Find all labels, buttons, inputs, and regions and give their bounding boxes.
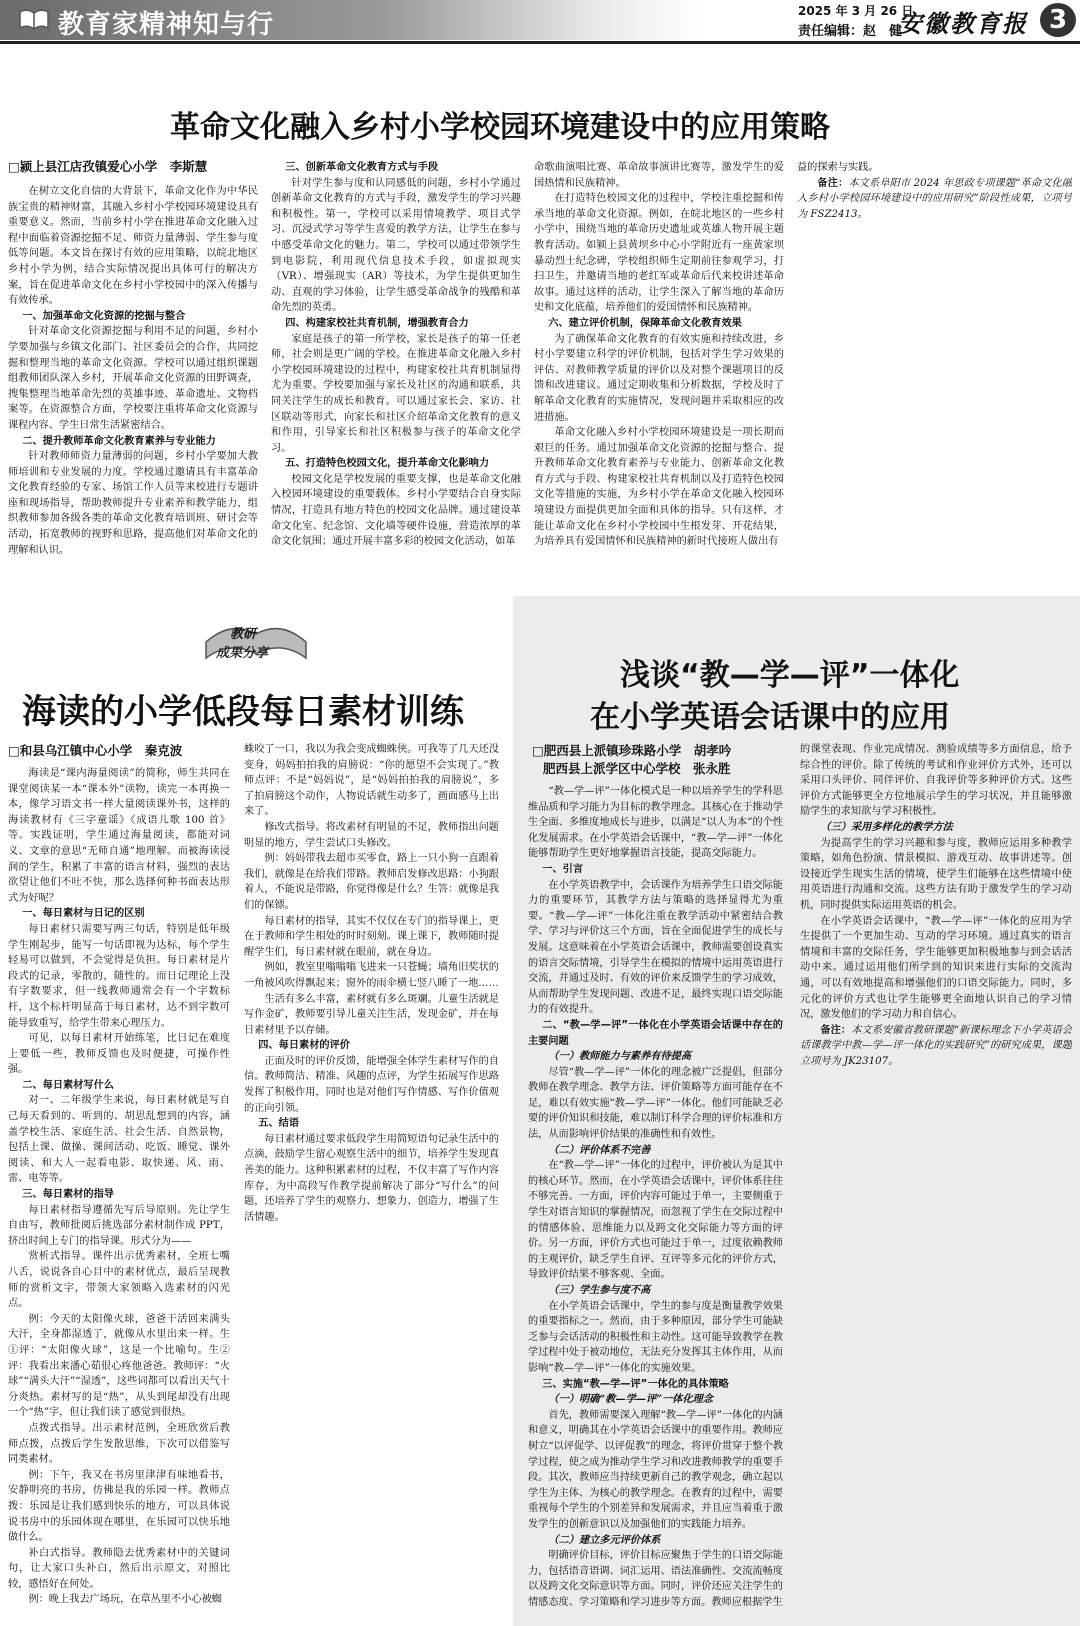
paragraph-text: 在小学英语会话课中，学生的参与度是衡量教学效果的重要指标之一。然而，由于多种原因，部分学生可能缺乏参与会话活动的积极性和主动性。这可能导致教学在教学过程中处于被动地位，无法充分发挥其主体作用，从而影响“教—学—评”一体化的实施效果。 — [528, 1300, 783, 1374]
paragraph-text: 蛛咬了一口，我以为我会变成蜘蛛侠。可我等了几天还没变身，妈妈拍拍我的肩膀说：“你的愿望不会实现了。”教师点评：不是“妈妈说”，是“妈妈拍拍我的肩膀说”，多了拍肩膀这个动作，人物说话就生动多了，画面感马上出来了。 — [244, 744, 499, 818]
section-heading — [8, 1187, 230, 1203]
article1-byline: □颍上县江店孜镇爱心小学 李斯慧 — [8, 159, 208, 174]
article3-column-2 — [800, 742, 1072, 1622]
article3-byline-1: □肥西县上派镇珍珠路小学 胡孝吟 — [532, 743, 732, 758]
body-paragraph — [271, 176, 521, 316]
paragraph-text: 四、每日素材的评价 — [258, 1040, 350, 1052]
issue-date: 2025 年 3 月 26 日 — [798, 4, 914, 18]
body-paragraph — [8, 1546, 230, 1593]
body-paragraph — [8, 1249, 230, 1311]
paragraph-text: 海读是“课内海量阅读”的简称，师生共同在课堂阅读某一本“课本外”读物，读完一本再换一本，像学习语文书一样大量阅读课外书，这样的海读教材有《三字童谣》《成语儿歌 100 首》等。实践证明，学生通过海量阅读，都能对词义、文章的意思“无师自通”地理解。而被海读浸润的学生，积累了丰富的语言材料，强烈的表达欲望让他们不吐不快，那么选择何种书面表达形式为好呢？ — [8, 768, 230, 904]
paragraph-text: 赏析式指导。课件出示优秀素材，全班七嘴八舌，说说各自心目中的素材优点，最后呈现教师的赏析文字，带领大家领略入选素材的闪光点。 — [8, 1251, 230, 1310]
article1-column-4 — [797, 160, 1072, 558]
body-paragraph — [244, 820, 499, 851]
body-paragraph — [528, 1299, 783, 1377]
paragraph-text: 针对学生参与度和认同感低的问题，乡村小学通过创新革命文化教育的方式与手段，激发学生的学习兴趣和积极性。第一，学校可以采用情境教学、项目式学习、沉浸式学习等学生喜爱的教学方法，让学生在参与中感受革命文化的魅力。第二，学校可以通过带领学生到电影院，利用现代信息技术手段，如虚拟现实（VR）、增强现实（AR）等技术，为学生提供更加生动、直观的学习体验，让学生感受革命战争的残酷和革命先烈的英勇。 — [271, 177, 521, 314]
paragraph-text: 二、每日素材写什么 — [22, 1079, 114, 1091]
paragraph-text: 明确评价目标，评价目标应聚焦于学生的口语交际能力，包括语音语调、词汇运用、语法准确性、交流流畅度以及跨文化交际意识等方面。同时，评价还应关注学生的情感态度、学习策略和学习进步等方面。教师应根据学生 — [528, 1550, 783, 1608]
paragraph-text: 家庭是孩子的第一所学校，家长是孩子的第一任老师，社会则是更广阔的学校。在推进革命文化融入乡村小学校园环境建设的过程中，构建家校社共育机制显得尤为重要。学校要加强与家长及社区的沟通和联系，共同关注学生的成长和教育。可以通过家长会、家访、社区联动等形式，向家长和社区介绍革命文化教育的意义和作用，引导家长和社区积极参与孩子的革命文化学习。 — [271, 333, 521, 454]
section-heading — [528, 1392, 783, 1408]
body-paragraph — [528, 1548, 783, 1610]
paragraph-text: 针对教师师资力量薄弱的问题，乡村小学要加大教师培训和专业发展的力度。学校通过邀请具有丰富革命文化教育经验的专家、场馆工作人员等来校进行专题讲座和现场指导，帮助教师提升专业素养和教学能力，组织教师参加各级各类的革命文化教育培训班、研讨会等活动，拓宽教师的视野和思路，提高他们对革命文化的理解和认识。 — [8, 451, 258, 556]
paragraph-text: 五、结语 — [258, 1118, 300, 1130]
paragraph-text: 生活有多么丰富，素材就有多么斑斓。儿童生活就是写作金矿，教师要引导儿童关注生活，发现金矿，并在每日素材里予以存储。 — [244, 993, 499, 1036]
article2-column-1 — [8, 766, 230, 1622]
body-paragraph — [8, 1592, 230, 1608]
article1-column-3 — [534, 160, 784, 558]
body-paragraph — [8, 1421, 230, 1468]
body-paragraph — [8, 1312, 230, 1421]
body-paragraph — [528, 1065, 783, 1143]
paragraph-text: 首先，教师需要深入理解“教—学—评”一体化的内涵和意义，明确其在小学英语会话课中的重要作用。教师应树立“以评促学、以评促教”的理念，将评价贯穿于整个教学过程，使之成为推动学生学习和改进教师教学的重要手段。其次，教师应当持续更新自己的教学观念，确立起以学生为主体、为核心的教学理念。在教育的过程中，需要重视每个学生的个别差异和发展需求，并且应当着重于激发学生的创新意识以及加强他们的实践能力培养。 — [528, 1409, 783, 1530]
page-number: 3 — [1040, 3, 1076, 37]
section-heading — [244, 1116, 499, 1132]
masthead — [0, 0, 1080, 44]
paragraph-text: 针对革命文化资源挖掘与利用不足的问题，乡村小学要加强与乡镇文化部门、社区委员会的合作，共同挖掘和整理当地的革命文化资源。学校可以通过组织课题组教师团队深入乡村，开展革命文化资源的田野调查，搜集整理当地革命先烈的英雄事迹、革命遗址、文物档案等。在资源整合方面，学校要注重将革命文化资源与课程内容、学生日常生活紧密结合。 — [8, 326, 258, 431]
article-note — [797, 176, 1072, 223]
paragraph-text: 本文系安徽省教研课题“新课标理念下小学英语会话课教学中教—学—评一体化的实践研究”的研究成果，课题立项号为 JK23107。 — [800, 1024, 1072, 1067]
body-paragraph — [797, 160, 1072, 176]
article-note — [800, 1023, 1072, 1070]
section-heading — [528, 1283, 783, 1299]
body-paragraph — [8, 766, 230, 906]
note-label: 备注： — [817, 176, 849, 189]
paragraph-text: 本文系阜阳市 2024 年思政专项课题“革命文化融入乡村小学校园环境建设中的应用研究”阶段性成果，立项号为 FSZ2413。 — [797, 177, 1072, 220]
section-heading — [8, 309, 258, 325]
body-paragraph — [244, 914, 499, 961]
section-heading — [244, 1038, 499, 1054]
body-paragraph — [534, 425, 784, 550]
article1-title: 革命文化融入乡村小学校园环境建设中的应用策略 — [170, 110, 830, 145]
paragraph-text: 的课堂表现、作业完成情况、测验成绩等多方面信息，给予综合性的评价。除了传统的考试和作业评价方式外，还可以采用口头评价、同伴评价、自我评价等多种评价方式。这些评价方式能够更全方位地展示学生的学习状况，并且能够激励学生的求知欲与学习积极性。 — [800, 744, 1072, 818]
editor-credit: 责任编辑：赵 健 — [798, 24, 903, 39]
paragraph-text: 在小学英语会话课中，“教—学—评”一体化的应用为学生提供了一个更加生动、互动的学习环境。通过真实的语言情境和丰富的交际任务，学生能够更加积极地参与到会话活动中来。通过运用他们所学到的知识来进行实际的交流沟通，可以有效地提高和增强他们的口语交际能力。同时，多元化的评价方式也让学生能够更全面地认识自己的学习情况，激发他们的学习动力和自信心。 — [800, 915, 1072, 1021]
section-title: 教育家精神知与行 — [58, 10, 275, 40]
paragraph-text: 一、每日素材与日记的区别 — [22, 908, 145, 920]
paragraph-text: 命歌曲演唱比赛、革命故事演讲比赛等，激发学生的爱国热情和民族精神。 — [534, 162, 784, 189]
paper-logo: 安徽教育报 — [898, 9, 1028, 38]
article2-column-2 — [244, 742, 499, 1622]
paragraph-text: 三、每日素材的指导 — [22, 1189, 114, 1201]
body-paragraph — [534, 191, 784, 316]
paragraph-text: （二）评价体系不完善 — [548, 1143, 651, 1156]
section-heading — [534, 316, 784, 332]
paragraph-text: 三、创新革命文化教育方式与手段 — [285, 162, 439, 173]
section-heading — [528, 1049, 783, 1065]
body-paragraph — [244, 1132, 499, 1226]
section-heading — [528, 1533, 783, 1549]
section-heading — [528, 1018, 783, 1049]
paragraph-text: 益的探索与实践。 — [797, 162, 879, 173]
paragraph-text: 补白式指导。教师隐去优秀素材中的关键词句，让大家口头补白，然后出示原文，对照比较，感悟好在何处。 — [8, 1547, 230, 1590]
body-paragraph — [244, 851, 499, 913]
article3-column-1 — [528, 784, 783, 1622]
paragraph-text: 每日素材指导遵循先写后导原则。先让学生自由写，教师批阅后挑选部分素材制作成 PPT，挤出时间上专门的指导课。形式分为—— — [8, 1204, 230, 1247]
paragraph-text: 二、“教—学—评”一体化在小学英语会话课中存在的主要问题 — [528, 1019, 783, 1047]
paragraph-text: 在小学英语教学中，会话课作为培养学生口语交际能力的重要环节，其教学方法与策略的选择显得尤为重要。“教—学—评”一体化注重在教学活动中紧密结合教学、学习与评价这三个方面，旨在全面促进学生的成长与发展。这意味着在小学英语会话课中，教师需要创设真实的语言交际情境，引导学生在模拟的情境中运用英语进行交流，并通过及时、有效的评价来反馈学生的学习成效，从而帮助学生发现问题、改进不足，最终实现口语交际能力的有效提升。 — [528, 879, 783, 1016]
body-paragraph — [8, 324, 258, 433]
open-book-icon — [18, 6, 50, 32]
article1-column-2 — [271, 160, 521, 558]
paragraph-text: 修改式指导。将改素材有明显的不足，教师指出问题明显的地方，学生尝试口头修改。 — [244, 821, 499, 849]
section-heading — [271, 160, 521, 176]
paragraph-text: 例如，教室里嗡嗡嗡飞进来一只苍蝇；墙角旧奖状的一角被风吹得飘起来；窗外的雨伞横七竖八睡了一地…… — [244, 962, 499, 989]
paragraph-text: “教—学—评”一体化模式是一种以培养学生的学科思维品质和学习能力为目标的教学理念。其核心在于推动学生全面、多维度地成长与进步，以满足“以人为本”的个性化发展需求。在小学英语会话课中，“教—学—评”一体化能够帮助学生更好地掌握语言技能，提高交际能力。 — [528, 786, 783, 860]
section-heading — [8, 434, 258, 450]
article2-title: 海读的小学低段每日素材训练 — [22, 692, 464, 732]
body-paragraph — [534, 160, 784, 191]
body-paragraph — [800, 914, 1072, 1023]
paragraph-text: 革命文化融入乡村小学校园环境建设是一项长期而艰巨的任务。通过加强革命文化资源的挖掘与整合、提升教师革命文化教育素养与专业能力、创新革命文化教育方式与手段、构建家校社共育机制以及打造特色校园文化等措施的实施，为乡村小学在革命文化融入校园环境建设方面提供更加全面和具体的指导。只有这样，才能让革命文化在乡村小学校园中生根发芽、开花结果，为培养具有爱国情怀和民族精神的新时代接班人做出有 — [534, 427, 784, 548]
body-paragraph — [244, 992, 499, 1039]
body-paragraph — [244, 960, 499, 991]
section-heading — [8, 1078, 230, 1094]
body-paragraph — [271, 332, 521, 457]
paragraph-text: 每日素材的指导，其实不仅仅在专门的指导课上，更在于教师和学生相处的时时刻刻。课上课下，教师随时提醒学生们，每日素材就在眼前，就在身边。 — [244, 915, 499, 958]
paragraph-text: 每日素材只需要写两三句话，特别是低年级学生刚起步，能写一句话即视为达标，每个学生轻易可以做到，不会觉得是负担。每日素材是片段式的记录，零散的，随性的。而日记理论上没有字数要求，但一线教师通常会有一个字数标杆，这个标杆明显高于每日素材，达不到字数可能导致重写，给学生带来心理压力。 — [8, 923, 230, 1029]
body-paragraph — [8, 1031, 230, 1078]
body-paragraph — [528, 784, 783, 862]
section-heading — [528, 862, 783, 878]
paragraph-text: 六、建立评价机制，保障革命文化教育效果 — [548, 317, 742, 329]
body-paragraph — [534, 332, 784, 426]
paragraph-text: 一、加强革命文化资源的挖掘与整合 — [22, 310, 186, 322]
paragraph-text: 五、打造特色校园文化，提升革命文化影响力 — [285, 458, 490, 470]
paragraph-text: （三）学生参与度不高 — [548, 1284, 651, 1296]
article3-byline-2: 肥西县上派学区中心学校 张永胜 — [543, 761, 731, 776]
body-paragraph — [8, 922, 230, 1031]
article2-byline: □和县乌江镇中心小学 秦克波 — [8, 743, 183, 758]
section-heading — [800, 820, 1072, 836]
paragraph-text: （一）明确“教—学—评”一体化理念 — [548, 1393, 713, 1406]
article3-title-line2: 在小学英语会话课中的应用 — [590, 700, 950, 735]
paragraph-text: 可见，以每日素材开始练笔，比日记在难度上要低一些，教师反馈也及时便捷，可操作性强。 — [8, 1033, 230, 1076]
body-paragraph — [244, 1054, 499, 1116]
body-paragraph — [528, 1408, 783, 1533]
article3-title-line1: 浅谈“教—学—评”一体化 — [620, 658, 960, 693]
paragraph-text: （一）教师能力与素养有待提高 — [548, 1050, 692, 1063]
paragraph-text: 三、实施“教—学—评”一体化的具体策略 — [542, 1378, 729, 1390]
paragraph-text: 例：晚上我去广场玩，在草丛里不小心被蜘 — [28, 1594, 222, 1606]
paragraph-text: 正面及时的评价反馈，能增强全体学生素材写作的自信。教师简洁、精准、风趣的点评，为学生拓展写作思路发挥了积极作用，同时也是对他们写作情感、写作价值观的正向引领。 — [244, 1055, 499, 1114]
section-heading — [528, 1377, 783, 1393]
paragraph-text: 为了确保革命文化教育的有效实施和持续改进，乡村小学要建立科学的评价机制，包括对学生学习效果的评估、对教师教学质量的评价以及对整个课题项目的反馈和改进建议。通过定期收集和分析数据，学校及时了解革命文化教育的实施情况，发现问题并采取相应的改进措施。 — [534, 333, 784, 423]
body-paragraph — [800, 836, 1072, 914]
body-paragraph — [8, 449, 258, 558]
body-paragraph — [8, 1468, 230, 1546]
paragraph-text: （三）采用多样化的教学方法 — [820, 820, 953, 833]
paragraph-text: 对一、二年级学生来说，每日素材就是写自己每天看到的、听到的、胡思乱想到的内容，涵盖学校生活、家庭生活、社会生活、自然景物，包括上课、做操、课间活动、吃饭、睡觉、课外阅读、和大人一起看电影、取快递、风、雨、雷、电等等。 — [8, 1095, 230, 1185]
section-heading — [8, 906, 230, 922]
paragraph-text: 例：妈妈带我去超市买零食，路上一只小狗一直跟着我们，就像是在给我们带路。教师启发修改思路：小狗跟着人，不能说是带路，你觉得像是什么？生答：就像是我们的保镖。 — [244, 853, 499, 911]
section-heading — [528, 1143, 783, 1159]
body-paragraph — [244, 742, 499, 820]
paragraph-text: 为提高学生的学习兴趣和参与度，教师应运用多种教学策略，如角色扮演、情景模拟、游戏互动、故事讲述等。创设接近学生现实生活的情境，使学生们能够在这些情境中使用英语进行沟通和交流。这些方法有助于激发学生的学习动机，同时提供实际运用英语的机会。 — [800, 837, 1072, 911]
paragraph-text: 例：今天的太阳像火球，爸爸干活回来满头大汗，全身都湿透了，就像从水里出来一样。生①评：“太阳像火球”，这是一个比喻句。生②评：我看出来潘心茹很心疼他爸爸。教师评：“火球”“满头大汗”“湿透”，这些词都可以看出天气十分炎热。素材写的是“热”，从头到尾却没有出现一个“热”字，但让我们读了感觉到很热。 — [8, 1313, 230, 1419]
section-heading — [271, 316, 521, 332]
paragraph-text: 例：下午，我又在书房里津津有味地看书，安静明亮的书房，仿佛是我的乐园一样。教师点拨：乐园是让我们感到快乐的地方，可以具体说说书房中的乐园体现在哪里，在乐园可以快乐地做什么。 — [8, 1469, 230, 1544]
body-paragraph — [528, 1158, 783, 1283]
body-paragraph — [800, 742, 1072, 820]
body-paragraph — [8, 1203, 230, 1250]
paragraph-text: 二、提升教师革命文化教育素养与专业能力 — [22, 435, 216, 447]
section-heading — [271, 456, 521, 472]
article1-column-1 — [8, 184, 258, 558]
paragraph-text: 一、引言 — [542, 863, 584, 875]
paragraph-text: （二）建立多元评价体系 — [548, 1533, 661, 1546]
paragraph-text: 在树立文化自信的大背景下，革命文化作为中华民族宝贵的精神财富，其融入乡村小学校园环境建设具有重要意义。然而，当前乡村小学在推进革命文化融入过程中面临着资源挖掘不足、师资力量薄弱、学生参与度低等问题。本文旨在探讨有效的应用策略，以皖北地区乡村小学为例，结合实际情况提出具体可行的解决方案，旨在促进革命文化在乡村小学校园中的深入传播与有效传承。 — [8, 186, 258, 307]
body-paragraph — [271, 472, 521, 550]
paragraph-text: 点拨式指导。出示素材范例，全班欣赏后教师点拨，点拨后学生发散思维，下次可以借鉴写同类素材。 — [8, 1422, 230, 1466]
body-paragraph — [8, 1093, 230, 1187]
body-paragraph — [528, 878, 783, 1018]
note-label: 备注： — [820, 1023, 852, 1036]
body-paragraph — [8, 184, 258, 309]
badge-line1: 教研 — [230, 627, 257, 642]
badge-line2: 成果分享 — [216, 646, 269, 661]
paragraph-text: 在“教—学—评”一体化的过程中，评价被认为是其中的核心环节。然而，在小学英语会话课中，评价体系往往不够完善。一方面，评价内容可能过于单一，主要侧重于学生对语言知识的掌握情况，而忽视了学生在交际过程中的情感体验、思维能力以及跨文化交际能力等方面的评价。另一方面，评价方式也可能过于单一，过度依赖教师的主观评价，缺乏学生自评、互评等多元化的评价方式，导致评价结果不够客观、全面。 — [528, 1160, 783, 1281]
paragraph-text: 校园文化是学校发展的重要支撑，也是革命文化融入校园环境建设的重要载体。乡村小学要结合自身实际情况，打造具有地方特色的校园文化品牌。通过建设革命文化室、纪念馆、文化墙等硬件设施，营造浓厚的革命文化氛围；通过开展丰富多彩的校园文化活动，如革 — [271, 473, 521, 548]
paragraph-text: 每日素材通过要求低段学生用简短语句记录生活中的点滴，鼓励学生留心观察生活中的细节，培养学生发现真善美的能力。这种积累素材的过程，不仅丰富了写作内容库存，为中高段写作教学提前解决了部分“写什么”的问题，还培养了学生的观察力、想象力、创造力，增强了生活情趣。 — [244, 1133, 499, 1223]
paragraph-text: 在打造特色校园文化的过程中，学校注重挖掘和传承当地的革命文化资源。例如，在皖北地区的一些乡村小学中，围绕当地的革命历史遗址或英雄人物开展主题教育活动。如颍上县黄坝乡中心小学附近有一座黄家坝暴动烈士纪念碑，学校组织师生定期前往参观学习，打扫卫生，并邀请当地的老红军或革命后代来校讲述革命故事。通过这样的活动，让学生深入了解当地的革命历史和文化底蕴，培养他们的爱国情怀和民族精神。 — [534, 193, 784, 314]
paragraph-text: 尽管“教—学—评”一体化的理念被广泛提倡，但部分教师在教学理念、教学方法、评价策略等方面可能存在不足，难以有效实施“教—学—评”一体化。他们可能缺乏必要的评价知识和技能，难以制订科学合理的评价标准和方法，从而影响评价结果的准确性和有效性。 — [528, 1066, 783, 1141]
paragraph-text: 四、构建家校社共育机制，增强教育合力 — [285, 317, 469, 329]
